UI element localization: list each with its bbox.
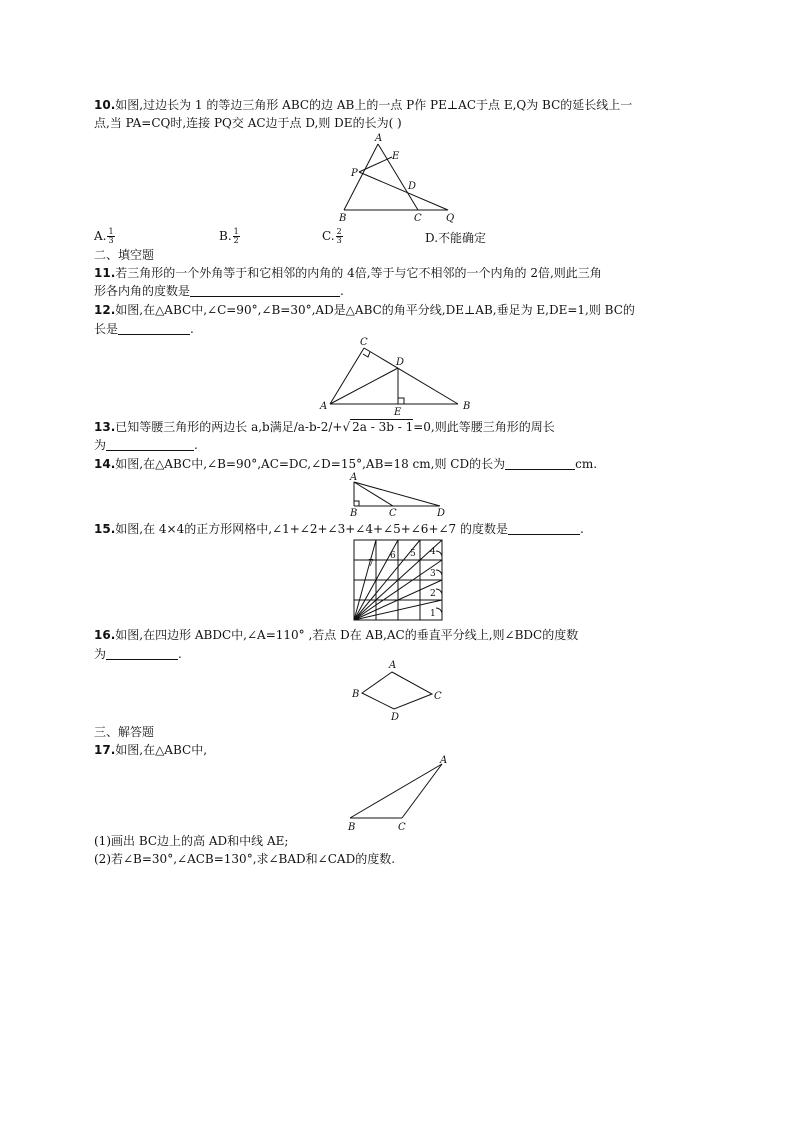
q17-number: 17. — [94, 743, 116, 757]
q10-option-d — [425, 229, 486, 246]
q12-figure — [318, 334, 488, 418]
q16-line1 — [94, 628, 578, 643]
q14-label-d: D — [437, 508, 446, 518]
q10-option-c — [322, 228, 343, 245]
q11-text-2: 形各内角的度数是 — [94, 284, 191, 298]
q14-number: 14. — [94, 457, 116, 471]
q14-figure — [342, 470, 452, 518]
q10-label-e: E — [392, 151, 400, 162]
q10-option-b-num: 1 — [233, 227, 239, 236]
q10-text-2: 点,当 PA=CQ时,连接 PQ交 AC边于点 D,则 DE的长为( ) — [94, 116, 402, 130]
q16-text-3: . — [178, 647, 182, 661]
q14-label-c: C — [389, 508, 397, 518]
q13-text-4: . — [194, 438, 198, 452]
q10-option-a-num: 1 — [108, 227, 114, 236]
q10-text-1: 如图,过边长为 1 的等边三角形 ABC的边 AB上的一点 P作 PE⊥AC于点 E,Q为 BC的延长线上一 — [115, 98, 633, 112]
q12-answer-blank[interactable] — [118, 322, 190, 335]
q17-text-1: 如图,在△ABC中, — [115, 743, 208, 757]
q11-line1 — [94, 266, 602, 281]
q10-option-c-label: C. — [322, 229, 335, 243]
q13-line1 — [94, 420, 555, 435]
q17-label-a: A — [440, 755, 448, 766]
q10-label-b: B — [339, 213, 347, 224]
q10-label-q: Q — [446, 213, 455, 224]
q15-angle-4: 4 — [430, 547, 436, 557]
q14-text-1: 如图,在△ABC中,∠B=90°,AC=DC,∠D=15°,AB=18 cm,则 CD的长为 — [115, 457, 506, 471]
q16-label-a: A — [389, 660, 397, 671]
q10-number: 10. — [94, 98, 116, 112]
q14-label-a: A — [350, 472, 358, 483]
q14-label-b: B — [350, 508, 358, 518]
q10-line2 — [94, 116, 402, 131]
q10-option-a — [94, 228, 115, 245]
q10-option-a-frac — [107, 228, 114, 245]
q13-text-3: 为 — [94, 438, 107, 452]
q13-radicand: 2a - 3b - 1 — [352, 420, 414, 434]
q10-label-c: C — [414, 213, 422, 224]
q11-text-1: 若三角形的一个外角等于和它相邻的内角的 4倍,等于与它不相邻的一个内角的 2倍,则此三角 — [115, 266, 602, 280]
q10-option-c-frac — [336, 228, 343, 245]
q10-option-c-num: 2 — [336, 227, 342, 236]
q15-angle-3: 3 — [430, 569, 436, 579]
q16-text-1: 如图,在四边形 ABDC中,∠A=110° ,若点 D在 AB,AC的垂直平分线上,则∠BDC的度数 — [115, 628, 579, 642]
q12-label-c: C — [360, 337, 368, 348]
q16-number: 16. — [94, 628, 116, 642]
q16-label-c: C — [434, 691, 442, 702]
q12-number: 12. — [94, 303, 116, 317]
q10-option-b-frac — [233, 228, 240, 245]
q13-answer-blank[interactable] — [106, 438, 194, 451]
q10-option-a-den: 3 — [108, 236, 114, 245]
q12-text-3: . — [190, 322, 194, 336]
q15-text-1: 如图,在 4×4的正方形网格中,∠1+∠2+∠3+∠4+∠5+∠6+∠7 的度数是 — [115, 522, 509, 536]
q13-line2 — [94, 438, 198, 453]
q10-option-c-den: 3 — [336, 236, 342, 245]
q17-label-c: C — [398, 822, 406, 833]
q15-answer-blank[interactable] — [508, 522, 580, 535]
q17-part1-text: (1)画出 BC边上的高 AD和中线 AE; — [94, 834, 289, 848]
q15-angle-7: 7 — [368, 559, 374, 569]
q14-answer-blank[interactable] — [505, 457, 575, 470]
q11-number: 11. — [94, 266, 116, 280]
q12-text-2: 长是 — [94, 322, 119, 336]
q10-option-b-den: 2 — [233, 236, 239, 245]
q15-angle-1: 1 — [430, 609, 436, 619]
q16-text-2: 为 — [94, 647, 107, 661]
section-3-heading — [94, 725, 154, 740]
q11-line2 — [94, 284, 344, 299]
q17-line1 — [94, 743, 207, 758]
q12-label-e: E — [394, 407, 402, 418]
q10-option-a-label: A. — [94, 229, 107, 243]
q10-label-p: P — [351, 168, 358, 179]
q15-grid-figure — [350, 536, 446, 624]
q12-label-a: A — [320, 401, 328, 412]
q15-angle-2: 2 — [430, 589, 436, 599]
q15-text-2: . — [580, 522, 584, 536]
q17-part2-text: (2)若∠B=30°,∠ACB=130°,求∠BAD和∠CAD的度数. — [94, 852, 396, 866]
q14-text-2: cm. — [575, 457, 598, 471]
q10-line1 — [94, 98, 632, 113]
q12-line2 — [94, 322, 194, 337]
q15-angle-5: 5 — [410, 549, 416, 559]
section-2-title: 二、填空题 — [94, 248, 155, 262]
q11-text-3: . — [340, 284, 344, 298]
q17-part1 — [94, 834, 288, 849]
q16-answer-blank[interactable] — [106, 647, 178, 660]
q11-answer-blank[interactable] — [190, 284, 340, 297]
q12-label-d: D — [396, 357, 405, 368]
q17-figure — [340, 752, 454, 834]
section-2-heading — [94, 248, 154, 263]
q12-line1 — [94, 303, 635, 318]
q16-line2 — [94, 647, 182, 662]
q12-label-b: B — [463, 401, 471, 412]
q17-label-b: B — [348, 822, 356, 833]
q15-number: 15. — [94, 522, 116, 536]
q13-text-1: 已知等腰三角形的两边长 a,b满足/a-b-2/+ — [115, 420, 343, 434]
q10-option-b-label: B. — [219, 229, 232, 243]
q10-label-d: D — [408, 181, 417, 192]
q10-option-d-label: D.不能确定 — [425, 231, 487, 245]
q12-text-1: 如图,在△ABC中,∠C=90°,∠B=30°,AD是△ABC的角平分线,DE⊥AB,垂足为 E,DE=1,则 BC的 — [115, 303, 635, 317]
q15-angle-6: 6 — [390, 551, 396, 561]
sqrt-sign: √ — [342, 420, 351, 434]
section-3-title: 三、解答题 — [94, 725, 155, 739]
q16-label-d: D — [391, 712, 400, 722]
q13-number: 13. — [94, 420, 116, 434]
q10-label-a: A — [375, 133, 383, 144]
q10-figure — [330, 132, 470, 224]
q13-text-2: =0,则此等腰三角形的周长 — [413, 420, 555, 434]
q17-part2 — [94, 852, 395, 867]
q16-figure — [346, 656, 450, 722]
q15-line1 — [94, 522, 584, 537]
q16-label-b: B — [352, 689, 360, 700]
q10-option-b — [219, 228, 240, 245]
